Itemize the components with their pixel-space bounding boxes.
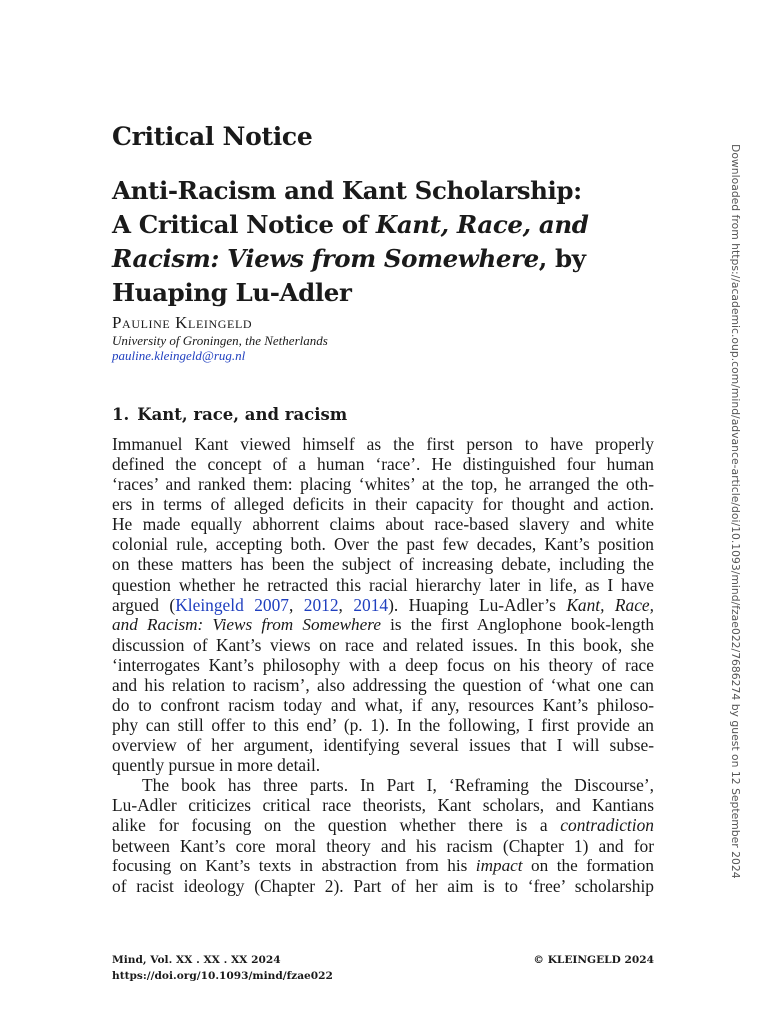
article-title (112, 174, 632, 310)
book-title-run: and Racism: Views from Somewhere (112, 614, 381, 634)
citation-link[interactable]: 2014 (353, 594, 389, 615)
book-title-run: Kant, Race, (566, 594, 654, 615)
body-line: ers in terms of alleged deficits in their capacity for thought and action. (112, 494, 654, 515)
citation-link[interactable]: 2012 (303, 594, 339, 615)
body-line: The book has three parts. In Part I, ‘Reframing the Discourse’, (142, 775, 654, 796)
body-line: and his relation to racism’, also addressing the question of ‘what one can (112, 674, 654, 695)
body-line: colonial rule, accepting both. Over the past few decades, Kant’s position (112, 534, 654, 555)
body-line: ‘interrogates Kant’s philosophy with a deep focus on his theory of race (112, 654, 654, 675)
body-line (112, 815, 654, 835)
body-line: defined the concept of a human ‘race’. He distinguished four human (112, 454, 654, 475)
body-line: question whether he retracted this racial hierarchy later in life, as I have (112, 574, 654, 595)
title-part: A Critical Notice of (112, 210, 376, 239)
author-name: Pauline Kleingeld (112, 313, 253, 332)
body-line: discussion of Kant’s views on race and related issues. In this book, she (112, 634, 654, 655)
body-text (112, 434, 654, 896)
text-run: , (289, 594, 304, 615)
section-number: 1. (112, 405, 130, 424)
body-line: between Kant’s core moral theory and his racism (Chapter 1) and for (112, 835, 654, 856)
author-email-link[interactable]: pauline.kleingeld@rug.nl (112, 348, 246, 363)
notice-heading: Critical Notice (112, 122, 313, 151)
body-line: quently pursue in more detail. (112, 755, 321, 776)
body-line: do to confront racism today and what, if any, resources Kant’s philoso- (112, 695, 654, 716)
author-affiliation: University of Groningen, the Netherlands (112, 333, 328, 348)
download-watermark: Downloaded from https://academic.oup.com/mind/advance-article/doi/10.1093/mind/fzae022/7686274 by guest on 12 September 2024 (729, 144, 742, 879)
body-line: overview of her argument, identifying several issues that I will subse- (112, 735, 654, 756)
body-line: Lu-Adler criticizes critical race theorists, Kant scholars, and Kantians (112, 795, 654, 816)
body-line: on these matters has been the subject of increasing debate, including the (112, 554, 654, 575)
journal-info: Mind, Vol. XX . XX . XX 2024 (112, 954, 281, 966)
title-part: , by (538, 244, 586, 273)
title-line-1: Anti-Racism and Kant Scholarship: (112, 176, 582, 205)
text-run: on the formation (522, 855, 654, 875)
body-line: phy can still offer to this end’ (p. 1). In the following, I first provide an (112, 715, 654, 736)
body-line: ‘races’ and ranked them: placing ‘whites’ at the top, he arranged the oth- (112, 474, 654, 495)
citation-link[interactable]: Kleingeld 2007 (175, 594, 289, 615)
title-line-3 (112, 242, 632, 276)
body-line (112, 856, 654, 876)
text-run: argued ( (112, 594, 176, 615)
doi-link[interactable]: https://doi.org/10.1093/mind/fzae022 (112, 970, 333, 982)
title-line-2 (112, 208, 632, 242)
footer-copyright: © KLEINGELD 2024 (533, 954, 654, 966)
body-line (112, 595, 654, 615)
body-line (112, 615, 654, 635)
book-title-part: Kant, Race, and (375, 210, 589, 239)
text-run: , (338, 594, 354, 615)
emphasis-run: impact (475, 855, 523, 875)
text-run: alike for focusing on the question whether there is a (112, 815, 561, 836)
book-title-part: Racism: Views from Somewhere (112, 244, 539, 273)
section-title: Kant, race, and racism (137, 405, 348, 424)
emphasis-run: contradiction (560, 815, 654, 836)
text-run: focusing on Kant’s texts in abstraction from his (112, 855, 476, 875)
body-line: of racist ideology (Chapter 2). Part of her aim is to ‘free’ scholarship (112, 875, 654, 896)
text-run: ). Huaping Lu-Adler’s (388, 594, 567, 615)
body-line: Immanuel Kant viewed himself as the first person to have properly (112, 434, 654, 454)
footer-citation (112, 952, 333, 984)
body-line: He made equally abhorrent claims about race-based slavery and white (112, 514, 654, 535)
text-run: is the first Anglophone book-length (380, 614, 654, 634)
section-heading (112, 405, 347, 424)
title-line-4: Huaping Lu-Adler (112, 278, 352, 307)
